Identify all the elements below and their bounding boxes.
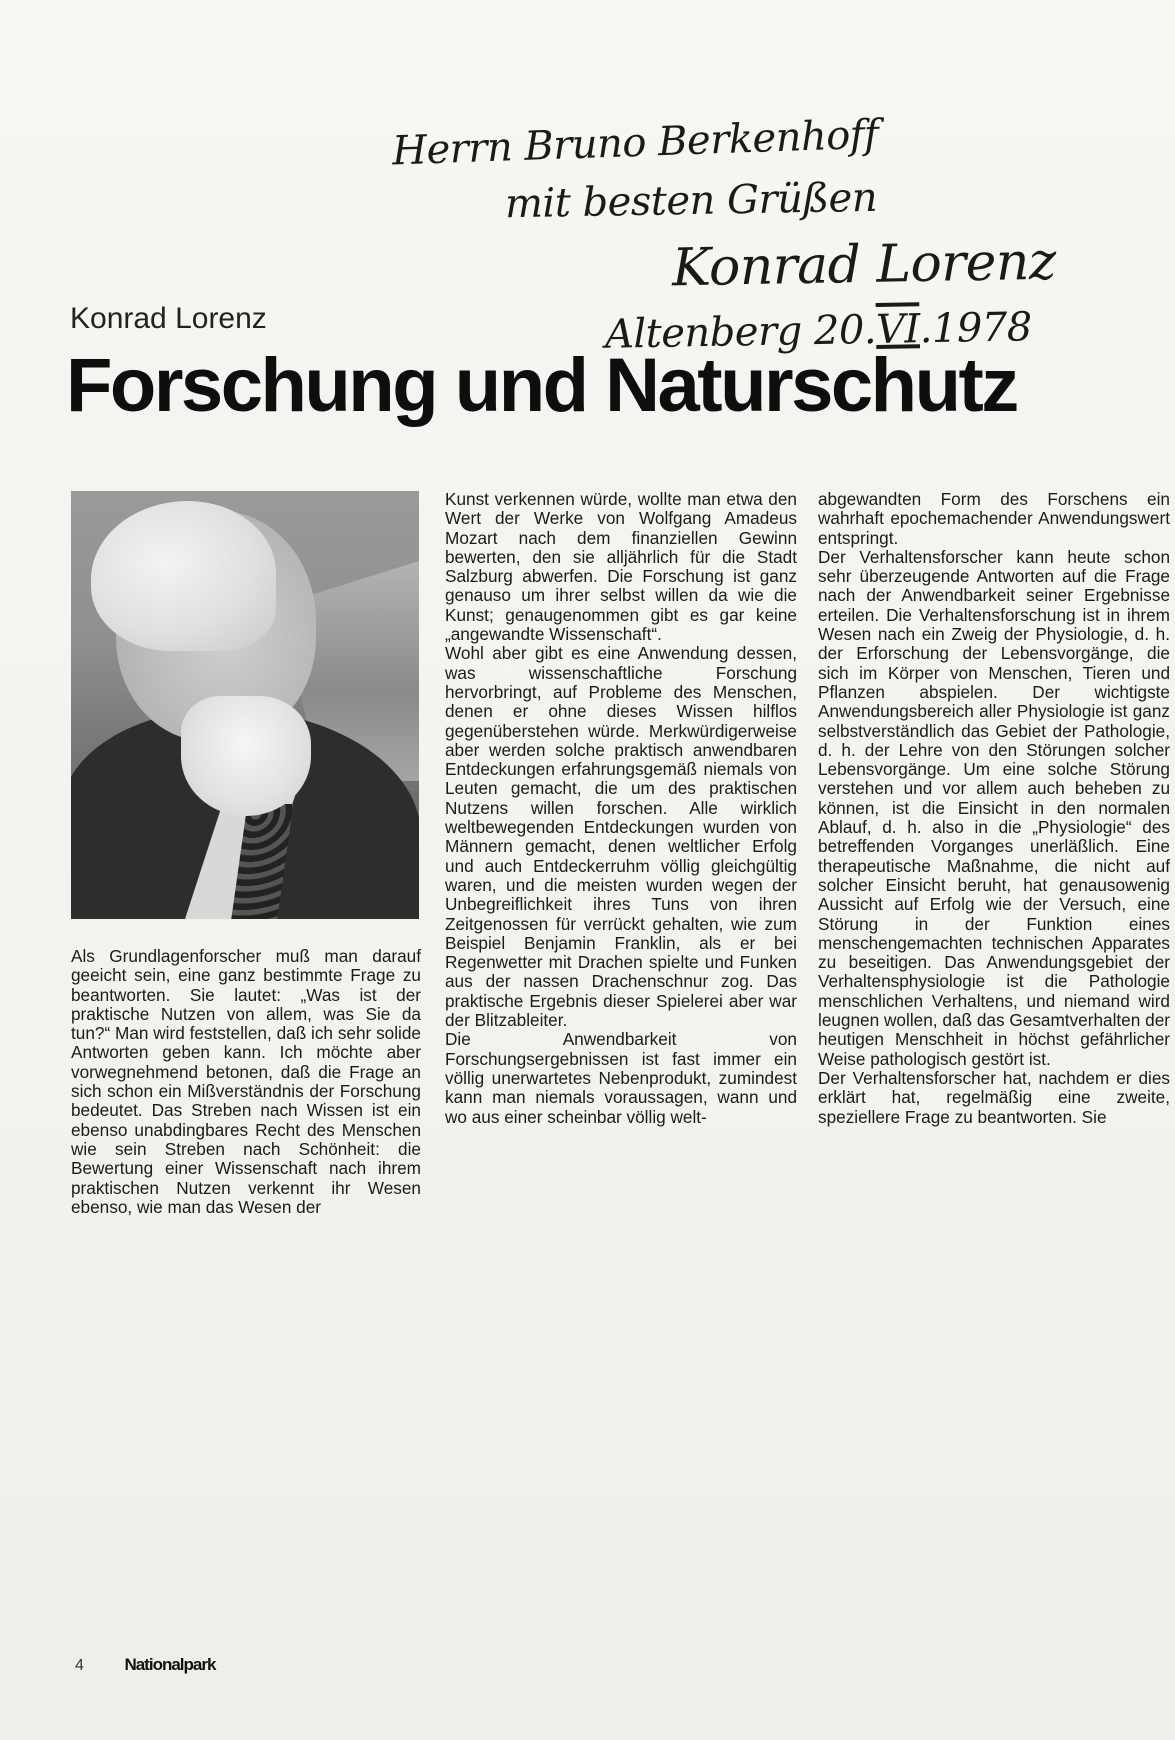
- signature: Konrad Lorenz: [671, 231, 1057, 299]
- inscription-dedication: Herrn Bruno Berkenhoff: [391, 111, 880, 175]
- text-column-3: [818, 490, 1170, 1127]
- inscription-month: VI: [875, 306, 921, 353]
- page-number: 4: [75, 1657, 84, 1674]
- paragraph: Der Verhaltensforscher hat, nachdem er dies erklärt hat, regelmäßig eine zweite, speziellere Frage zu beantworten. Sie: [818, 1067, 1170, 1127]
- article-author: Konrad Lorenz: [70, 302, 267, 335]
- photo-beard: [181, 696, 311, 816]
- paragraph: abgewandten Form des Forschens ein wahrhaft epochemachender Anwendungswert entspringt.: [818, 489, 1170, 548]
- paragraph: Die Anwendbarkeit von Forschungsergebnissen ist fast immer ein völlig unerwartetes Nebenprodukt, zumindest kann man niemals voraussagen, wann und wo aus einer scheinbar völlig welt-: [445, 1029, 797, 1127]
- paragraph: Kunst verkennen würde, wollte man etwa den Wert der Werke von Wolfgang Amadeus Mozart nach dem finanziellen Gewinn bewerten, den sie alljährlich für die Stadt Salzburg abwerfen. Die Forschung ist ganz genauso um ihrer selbst willen da wie die Kunst; genaugenommen gibt es gar keine „angewandte Wissenschaft“.: [445, 489, 797, 645]
- photo-hair: [91, 501, 276, 651]
- author-portrait-photo: [71, 491, 419, 919]
- paragraph: Der Verhaltensforscher kann heute schon sehr überzeugende Antworten auf die Frage nach der Anwendbarkeit seiner Ergebnisse erteilen. Die Verhaltensforschung ist in ihrem Wesen nach ein Zweig der Physiologie, d. h. der Erforschung der Lebensvorgänge, die sich im Körper von Menschen, Tieren und Pflanzen abspielen. Der wichtigste Anwendungsbereich aller Physiologie ist ganz selbstverständlich das Gebiet der Pathologie, d. h. der Lehre von den Störungen solcher Lebensvorgänge. Um eine solche Störung verstehen und vor allem auch beheben zu können, ist die Einsicht in den normalen Ablauf, d. h. also in die „Physiologie“ des betreffenden Vorganges unerläßlich. Eine therapeutische Maßnahme, die nicht auf solcher Einsicht beruht, hat genausowenig Aussicht auf Erfolg wie der Versuch, eine Störung in der Funktion eines menschengemachten technischen Apparates zu beseitigen. Das Anwendungsgebiet der Verhaltensphysiologie ist die Pathologie menschlichen Verhaltens, und niemand wird leugnen wollen, daß das Gesamtverhalten der heutigen Menschheit in höchst gefährlicher Weise pathologisch gestört ist.: [818, 546, 1170, 1069]
- text-column-1: [71, 947, 421, 1217]
- publication-name: Nationalpark: [124, 1655, 216, 1674]
- inscription-place-day: Altenberg 20.: [604, 306, 877, 358]
- inscription-greeting: mit besten Grüßen: [504, 174, 878, 228]
- paragraph: Wohl aber gibt es eine Anwendung dessen, was wissenschaftliche Forschung hervorbringt, auf Probleme des Menschen, denen er ohne dieses Wissen hilflos gegenüberstehen würde. Merkwürdigerweise aber werden solche praktisch anwendbaren Entdeckungen erfahrungsgemäß niemals von Leuten gemacht, die um des praktischen Nutzens willen forschen. Alle wirklich weltbewegenden Entdeckungen wurden von Männern gemacht, denen weltlicher Erfolg und auch Entdeckerruhm völlig gleichgültig waren, und die meisten wurden wegen der Unbegreiflichkeit ihres Tuns von ihren Zeitgenossen für verrückt gehalten, wie zum Beispiel Benjamin Franklin, als er bei Regenwetter mit Drachen spielte und Funken aus der nassen Drachenschnur zog. Das praktische Ergebnis dieser Spielerei aber war der Blitzableiter.: [445, 643, 797, 1031]
- paragraph: Als Grundlagenforscher muß man darauf geeicht sein, eine ganz bestimmte Frage zu beantworten. Sie lautet: „Was ist der praktische Nutzen von allem, was Sie da tun?“ Man wird feststellen, daß ich sehr solide Antworten geben kann. Ich möchte aber vorwegnehmend betonen, daß die Frage an sich schon ein Mißverständnis der Forschung bedeutet. Das Streben nach Wissen ist ein ebenso unabdingbares Recht des Menschen wie sein Streben nach Schönheit: die Bewertung einer Wissenschaft nach ihrem praktischen Nutzen verkennt ihr Wesen ebenso, wie man das Wesen der: [71, 946, 421, 1217]
- inscription-year: .1978: [919, 304, 1033, 353]
- page-footer: [75, 1655, 215, 1675]
- text-column-2: [445, 490, 797, 1127]
- article-title: Forschung und Naturschutz: [66, 343, 1017, 428]
